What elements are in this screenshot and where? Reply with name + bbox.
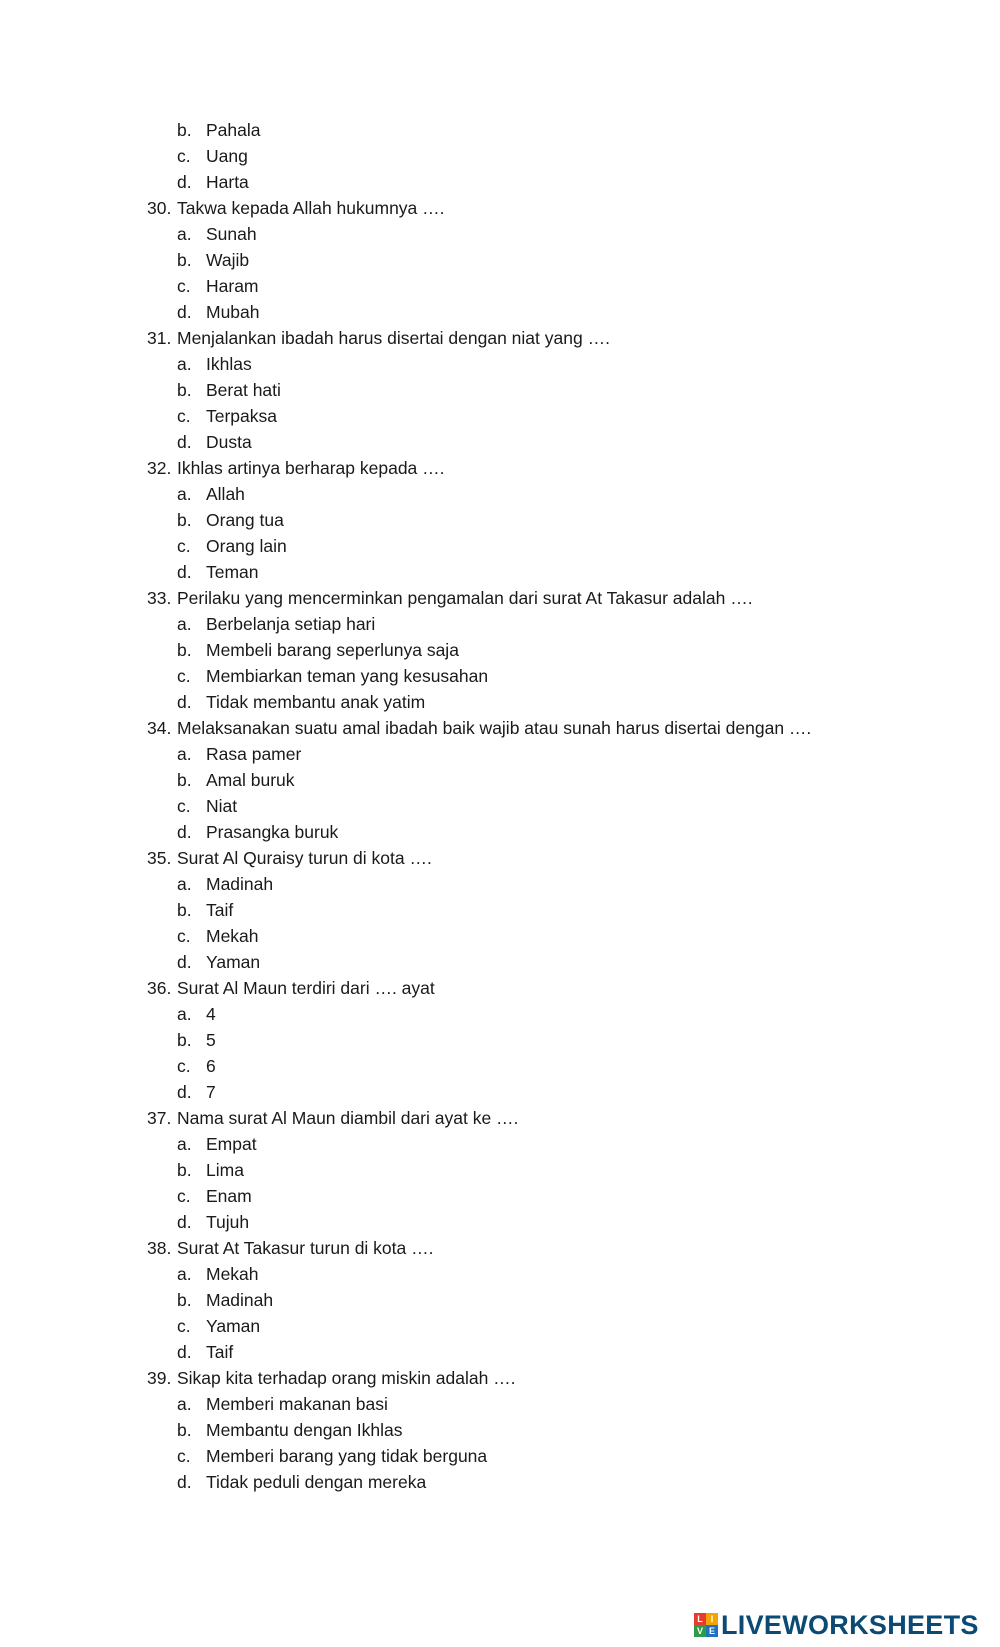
question-text: Sikap kita terhadap orang miskin adalah …. xyxy=(177,1368,516,1388)
question-text: Surat Al Maun terdiri dari …. ayat xyxy=(177,978,435,998)
answer-option xyxy=(147,377,947,403)
question-text: Nama surat Al Maun diambil dari ayat ke …. xyxy=(177,1108,519,1128)
option-text: Tujuh xyxy=(206,1212,250,1232)
question-text: Melaksanakan suatu amal ibadah baik wajib atau sunah harus disertai dengan …. xyxy=(177,718,812,738)
option-letter: b. xyxy=(177,510,192,530)
option-letter: d. xyxy=(177,822,192,842)
answer-option xyxy=(147,247,947,273)
option-letter: c. xyxy=(177,146,191,166)
option-text: Taif xyxy=(206,900,234,920)
answer-option xyxy=(147,1469,947,1495)
option-letter: b. xyxy=(177,770,192,790)
option-text: Pahala xyxy=(206,120,261,140)
option-text: Membantu dengan Ikhlas xyxy=(206,1420,403,1440)
option-letter: d. xyxy=(177,432,192,452)
option-letter: c. xyxy=(177,1186,191,1206)
answer-option xyxy=(147,1183,947,1209)
answer-option xyxy=(147,1131,947,1157)
question-row xyxy=(147,1235,947,1261)
option-letter: d. xyxy=(177,952,192,972)
question-row xyxy=(147,975,947,1001)
answer-option xyxy=(147,403,947,429)
option-text: Amal buruk xyxy=(206,770,295,790)
answer-option xyxy=(147,481,947,507)
option-letter: b. xyxy=(177,1420,192,1440)
answer-option xyxy=(147,117,947,143)
option-letter: b. xyxy=(177,1290,192,1310)
option-letter: a. xyxy=(177,354,192,374)
answer-option xyxy=(147,897,947,923)
answer-option xyxy=(147,871,947,897)
question-row xyxy=(147,195,947,221)
question-row xyxy=(147,585,947,611)
option-letter: a. xyxy=(177,1134,192,1154)
answer-option xyxy=(147,559,947,585)
option-letter: a. xyxy=(177,1394,192,1414)
logo-tile-v: V xyxy=(694,1625,706,1637)
question-row xyxy=(147,455,947,481)
option-letter: c. xyxy=(177,666,191,686)
option-letter: d. xyxy=(177,172,192,192)
option-text: Tidak membantu anak yatim xyxy=(206,692,426,712)
option-text: Mubah xyxy=(206,302,260,322)
question-number: 31. xyxy=(147,328,172,348)
question-row xyxy=(147,715,947,741)
option-text: Empat xyxy=(206,1134,257,1154)
option-letter: d. xyxy=(177,692,192,712)
option-text: Taif xyxy=(206,1342,234,1362)
question-text: Menjalankan ibadah harus disertai dengan niat yang …. xyxy=(177,328,610,348)
option-letter: a. xyxy=(177,874,192,894)
option-text: Berbelanja setiap hari xyxy=(206,614,376,634)
option-text: Madinah xyxy=(206,874,274,894)
option-letter: b. xyxy=(177,120,192,140)
option-letter: b. xyxy=(177,250,192,270)
logo-tile-i: I xyxy=(706,1613,718,1625)
option-text: Membiarkan teman yang kesusahan xyxy=(206,666,489,686)
option-letter: c. xyxy=(177,1056,191,1076)
option-letter: d. xyxy=(177,1082,192,1102)
option-text: Orang lain xyxy=(206,536,287,556)
option-letter: a. xyxy=(177,1264,192,1284)
question-row xyxy=(147,845,947,871)
answer-option xyxy=(147,1053,947,1079)
answer-option xyxy=(147,1079,947,1105)
question-text: Perilaku yang mencerminkan pengamalan dari surat At Takasur adalah …. xyxy=(177,588,753,608)
question-text: Takwa kepada Allah hukumnya …. xyxy=(177,198,445,218)
question-number: 34. xyxy=(147,718,172,738)
option-text: 4 xyxy=(206,1004,216,1024)
option-text: Membeli barang seperlunya saja xyxy=(206,640,459,660)
answer-option xyxy=(147,689,947,715)
option-text: Harta xyxy=(206,172,249,192)
option-letter: d. xyxy=(177,562,192,582)
option-text: Yaman xyxy=(206,1316,261,1336)
option-text: 7 xyxy=(206,1082,216,1102)
worksheet-content xyxy=(147,117,947,1495)
question-number: 39. xyxy=(147,1368,172,1388)
option-letter: b. xyxy=(177,1030,192,1050)
answer-option xyxy=(147,221,947,247)
option-text: 6 xyxy=(206,1056,216,1076)
answer-option xyxy=(147,1027,947,1053)
question-row xyxy=(147,325,947,351)
option-letter: d. xyxy=(177,1212,192,1232)
option-letter: c. xyxy=(177,536,191,556)
option-text: Sunah xyxy=(206,224,257,244)
option-text: Teman xyxy=(206,562,259,582)
option-text: Tidak peduli dengan mereka xyxy=(206,1472,427,1492)
answer-option xyxy=(147,793,947,819)
option-letter: d. xyxy=(177,1472,192,1492)
answer-option xyxy=(147,1157,947,1183)
option-text: 5 xyxy=(206,1030,216,1050)
question-number: 35. xyxy=(147,848,172,868)
answer-option xyxy=(147,663,947,689)
option-letter: c. xyxy=(177,926,191,946)
answer-option xyxy=(147,1001,947,1027)
option-text: Madinah xyxy=(206,1290,274,1310)
question-number: 37. xyxy=(147,1108,172,1128)
option-text: Dusta xyxy=(206,432,252,452)
option-letter: c. xyxy=(177,796,191,816)
option-text: Allah xyxy=(206,484,245,504)
question-text: Surat At Takasur turun di kota …. xyxy=(177,1238,434,1258)
option-text: Niat xyxy=(206,796,238,816)
option-letter: a. xyxy=(177,744,192,764)
option-text: Terpaksa xyxy=(206,406,278,426)
answer-option xyxy=(147,429,947,455)
option-letter: a. xyxy=(177,614,192,634)
option-letter: c. xyxy=(177,406,191,426)
option-text: Uang xyxy=(206,146,248,166)
answer-option xyxy=(147,169,947,195)
answer-option xyxy=(147,767,947,793)
liveworksheets-wordmark: LIVEWORKSHEETS xyxy=(721,1610,979,1640)
option-text: Memberi makanan basi xyxy=(206,1394,388,1414)
option-letter: a. xyxy=(177,224,192,244)
answer-option xyxy=(147,819,947,845)
answer-option xyxy=(147,741,947,767)
answer-option xyxy=(147,533,947,559)
question-text: Surat Al Quraisy turun di kota …. xyxy=(177,848,432,868)
option-letter: a. xyxy=(177,484,192,504)
answer-option xyxy=(147,923,947,949)
answer-option xyxy=(147,1261,947,1287)
option-text: Yaman xyxy=(206,952,261,972)
option-letter: c. xyxy=(177,276,191,296)
question-text: Ikhlas artinya berharap kepada …. xyxy=(177,458,445,478)
answer-option xyxy=(147,299,947,325)
option-letter: d. xyxy=(177,302,192,322)
answer-option xyxy=(147,949,947,975)
option-letter: b. xyxy=(177,640,192,660)
logo-tile-e: E xyxy=(706,1625,718,1637)
option-text: Mekah xyxy=(206,1264,259,1284)
liveworksheets-logo xyxy=(694,1610,979,1640)
question-number: 36. xyxy=(147,978,172,998)
answer-option xyxy=(147,1391,947,1417)
option-text: Rasa pamer xyxy=(206,744,302,764)
answer-option xyxy=(147,1287,947,1313)
option-text: Orang tua xyxy=(206,510,284,530)
answer-option xyxy=(147,351,947,377)
option-text: Lima xyxy=(206,1160,244,1180)
option-text: Ikhlas xyxy=(206,354,252,374)
answer-option xyxy=(147,1339,947,1365)
question-row xyxy=(147,1365,947,1391)
option-text: Wajib xyxy=(206,250,250,270)
option-text: Memberi barang yang tidak berguna xyxy=(206,1446,488,1466)
answer-option xyxy=(147,143,947,169)
option-letter: c. xyxy=(177,1446,191,1466)
option-letter: b. xyxy=(177,380,192,400)
answer-option xyxy=(147,1443,947,1469)
answer-option xyxy=(147,611,947,637)
option-text: Berat hati xyxy=(206,380,281,400)
option-text: Haram xyxy=(206,276,259,296)
answer-option xyxy=(147,1313,947,1339)
option-letter: b. xyxy=(177,1160,192,1180)
liveworksheets-logo-icon xyxy=(694,1613,718,1637)
option-letter: c. xyxy=(177,1316,191,1336)
option-text: Mekah xyxy=(206,926,259,946)
logo-tile-l: L xyxy=(694,1613,706,1625)
option-letter: a. xyxy=(177,1004,192,1024)
question-number: 32. xyxy=(147,458,172,478)
option-letter: b. xyxy=(177,900,192,920)
option-text: Enam xyxy=(206,1186,252,1206)
answer-option xyxy=(147,1417,947,1443)
question-row xyxy=(147,1105,947,1131)
question-number: 30. xyxy=(147,198,172,218)
answer-option xyxy=(147,507,947,533)
question-number: 38. xyxy=(147,1238,172,1258)
question-number: 33. xyxy=(147,588,172,608)
option-text: Prasangka buruk xyxy=(206,822,339,842)
option-letter: d. xyxy=(177,1342,192,1362)
answer-option xyxy=(147,273,947,299)
answer-option xyxy=(147,1209,947,1235)
answer-option xyxy=(147,637,947,663)
